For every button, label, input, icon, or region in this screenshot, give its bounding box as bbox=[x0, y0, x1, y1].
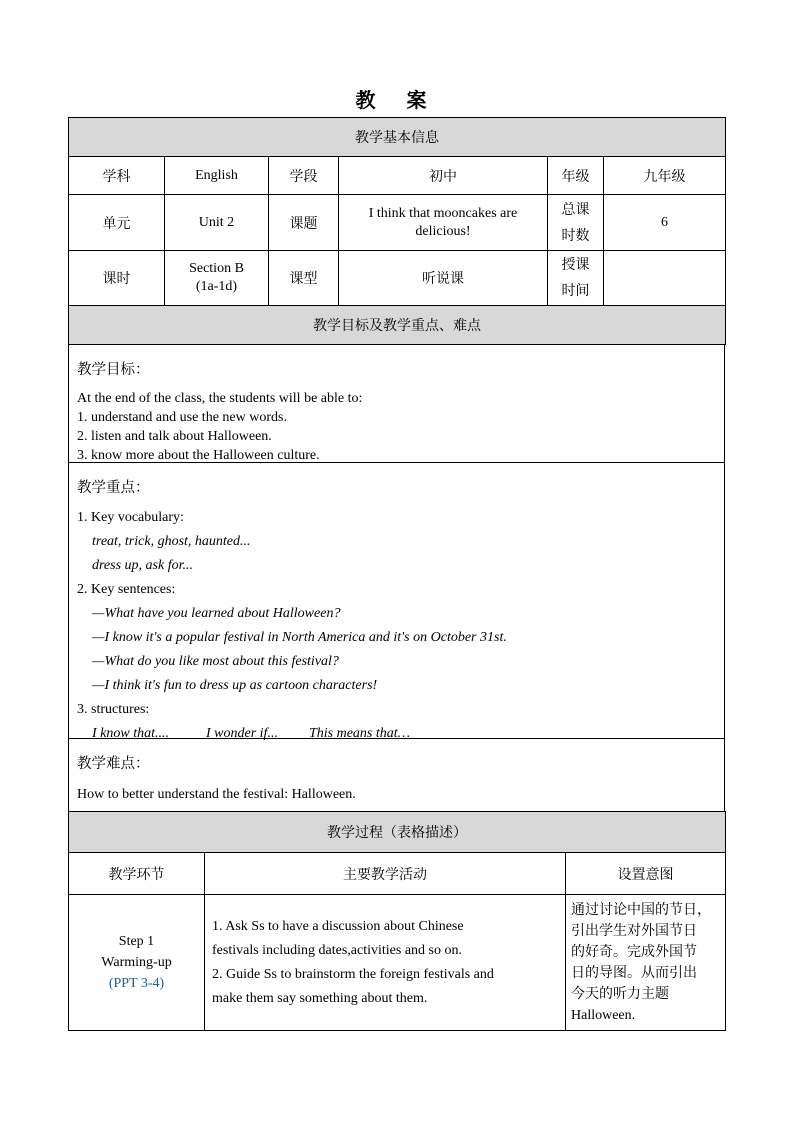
goals-header: 教学目标及教学重点、难点 bbox=[69, 306, 726, 345]
lesson-plan-sheet bbox=[68, 117, 725, 1031]
structure-item: I wonder if... bbox=[206, 726, 278, 741]
period-value-line2: (1a-1d) bbox=[195, 279, 238, 294]
type-label: 课型 bbox=[269, 251, 339, 306]
structure-item: I know that.... bbox=[92, 726, 169, 741]
activity-line: festivals including dates,activities and so on. bbox=[212, 942, 463, 958]
teach-time-value bbox=[604, 251, 726, 306]
period-value-line1: Section B bbox=[189, 261, 244, 276]
topic-value: I think that mooncakes are delicious! bbox=[339, 195, 548, 251]
unit-label: 单元 bbox=[69, 195, 165, 251]
period-value bbox=[165, 251, 269, 306]
intent-line: 今天的听力主题 bbox=[571, 985, 669, 1002]
process-header: 教学过程（表格描述） bbox=[69, 812, 726, 853]
col-activity-header: 主要教学活动 bbox=[205, 853, 566, 895]
stage-value: 初中 bbox=[339, 157, 548, 195]
activity-line: make them say something about them. bbox=[212, 990, 428, 1006]
col-step-header: 教学环节 bbox=[69, 853, 205, 895]
difficulty-text: How to better understand the festival: Halloween. bbox=[77, 787, 356, 802]
step-cell bbox=[69, 895, 205, 1031]
key-points-heading: 教学重点： bbox=[77, 480, 150, 496]
key-vocab-line: dress up, ask for... bbox=[92, 558, 193, 573]
page-title: 教 案 bbox=[355, 88, 439, 112]
col-intent-header: 设置意图 bbox=[566, 853, 726, 895]
key-sentence-line: —What have you learned about Halloween? bbox=[92, 606, 341, 621]
subject-label: 学科 bbox=[69, 157, 165, 195]
intent-line: 引出学生对外国节日 bbox=[571, 922, 697, 939]
step-ppt-ref: (PPT 3-4) bbox=[108, 976, 165, 991]
intent-line: Halloween. bbox=[571, 1007, 636, 1023]
activity-line: 1. Ask Ss to have a discussion about Chinese bbox=[212, 918, 464, 934]
unit-value: Unit 2 bbox=[165, 195, 269, 251]
objectives-heading: 教学目标： bbox=[77, 362, 150, 378]
teach-time-label bbox=[548, 251, 604, 306]
objective-line: 1. understand and use the new words. bbox=[77, 410, 287, 425]
key-sentences-title: 2. Key sentences: bbox=[77, 582, 176, 597]
step-number: Step 1 bbox=[118, 934, 155, 949]
activity-line: 2. Guide Ss to brainstorm the foreign festivals and bbox=[212, 966, 494, 982]
key-vocab-line: treat, trick, ghost, haunted... bbox=[92, 534, 251, 549]
structures-title: 3. structures: bbox=[77, 702, 150, 717]
teach-time-label-line2: 时间 bbox=[561, 283, 590, 299]
key-points-section bbox=[68, 463, 725, 739]
intent-cell bbox=[566, 895, 726, 1031]
step-name: Warming-up bbox=[101, 955, 172, 970]
total-hours-label-line1: 总课 bbox=[561, 201, 590, 218]
key-sentence-line: —I think it's fun to dress up as cartoon characters! bbox=[92, 678, 378, 693]
objective-line: 2. listen and talk about Halloween. bbox=[77, 429, 272, 444]
structure-item: This means that… bbox=[308, 726, 411, 741]
type-value: 听说课 bbox=[339, 251, 548, 306]
stage-label: 学段 bbox=[269, 157, 339, 195]
period-label: 课时 bbox=[69, 251, 165, 306]
topic-label: 课题 bbox=[269, 195, 339, 251]
intent-line: 日的导图。从而引出 bbox=[571, 964, 697, 981]
basic-info-header: 教学基本信息 bbox=[69, 118, 726, 157]
total-hours-value: 6 bbox=[604, 195, 726, 251]
key-vocab-title: 1. Key vocabulary: bbox=[77, 510, 184, 525]
key-sentence-line: —What do you like most about this festival? bbox=[92, 654, 339, 669]
grade-value: 九年级 bbox=[604, 157, 726, 195]
basic-info-table bbox=[68, 117, 726, 345]
process-table bbox=[68, 811, 726, 1031]
table-row bbox=[69, 895, 726, 1031]
grade-label: 年级 bbox=[548, 157, 604, 195]
teach-time-label-line1: 授课 bbox=[561, 257, 590, 273]
key-sentence-line: —I know it's a popular festival in North America and it's on October 31st. bbox=[92, 630, 507, 645]
objective-line: 3. know more about the Halloween culture. bbox=[77, 448, 320, 463]
objectives-section bbox=[68, 345, 725, 463]
total-hours-label bbox=[548, 195, 604, 251]
objective-line: At the end of the class, the students will be able to: bbox=[77, 391, 363, 406]
intent-line: 通过讨论中国的节日， bbox=[571, 901, 711, 918]
subject-value: English bbox=[165, 157, 269, 195]
activity-cell bbox=[205, 895, 566, 1031]
total-hours-label-line2: 时数 bbox=[561, 227, 590, 244]
intent-line: 的好奇。完成外国节 bbox=[571, 943, 697, 960]
difficulty-heading: 教学难点： bbox=[77, 756, 150, 772]
difficulty-section bbox=[68, 739, 725, 812]
